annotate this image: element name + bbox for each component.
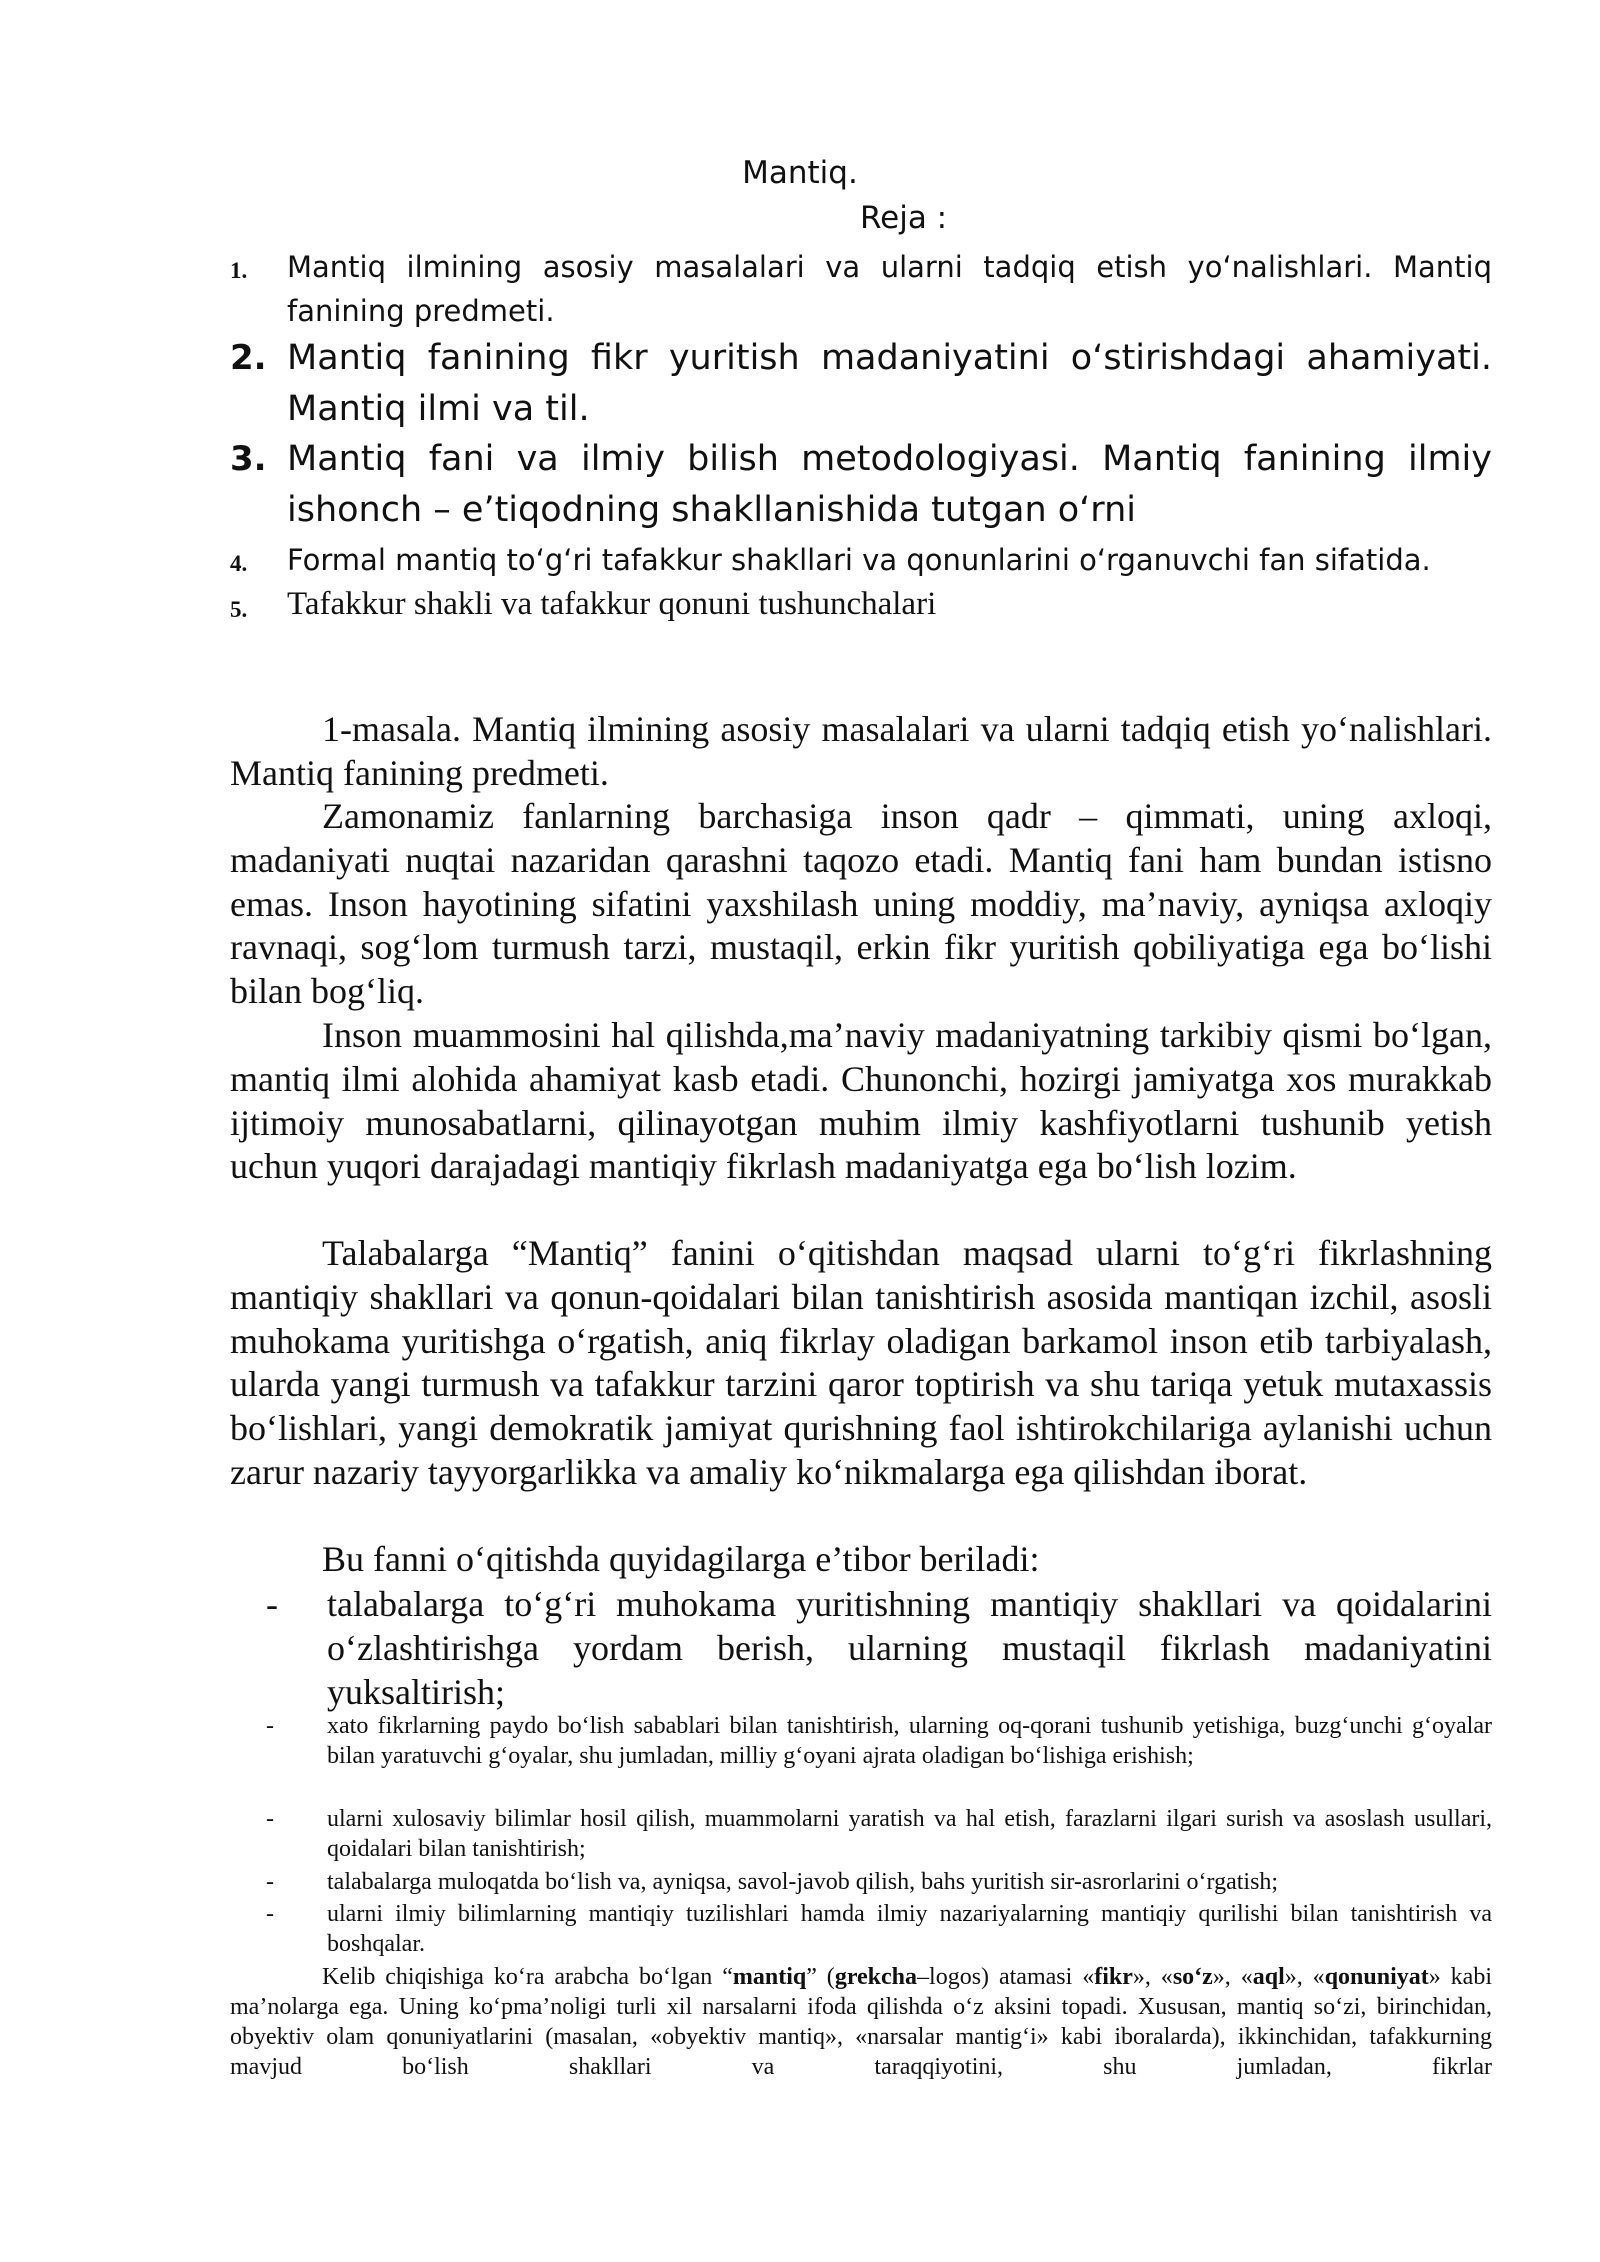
bullet-item xyxy=(230,1583,1492,1714)
bullet-item xyxy=(230,1805,1492,1864)
paragraph: Inson muammosini hal qilishda,ma’naviy madaniyatning tarkibiy qismi bo‘lgan, mantiq ilmi alohida ahamiyat kasb etadi. Chunonchi, hozirgi jamiyatga xos murakkab ijtimoiy munosabatlarni, qilinayotgan muhim ilmiy kashfiyotlarni tushunib yetish uchun yuqori darajadagi mantiqiy fikrlash madaniyatga ega bo‘lish lozim. xyxy=(230,1015,1492,1187)
paragraph xyxy=(230,1962,1492,2082)
paragraph: 1-masala. Mantiq ilmining asosiy masalalari va ularni tadqiq etish yo‘nalishlari. Mantiq fanining predmeti. xyxy=(230,709,1492,793)
bullet-item xyxy=(230,1712,1492,1771)
text-run: –logos) atamasi « xyxy=(917,1964,1095,1990)
bullet-dash: - xyxy=(266,1869,274,1895)
plan-item-text: Tafakkur shakli va tafakkur qonuni tushunchalari xyxy=(287,586,937,622)
bold-term: grekcha xyxy=(834,1964,918,1990)
bullet-dash: - xyxy=(266,1713,274,1739)
text-run: » kabi ma’nolarga ega. Uning ko‘pma’noligi turli xil narsalarni ifoda qilishda o‘z aksini topadi. Xususan, mantiq so‘zi, birinchidan, obyektiv olam qonuniyatlarini (masalan, «obyektiv mantiq», «narsalar mantig‘i» kabi iboralarda), ikkinchidan, tafakkurning mavjud bo‘lish shakllari va taraqqiyotini, shu jumladan, fikrlar xyxy=(230,1964,1493,2080)
plan-heading: Reja : xyxy=(860,200,948,236)
bold-term: fikr xyxy=(1094,1964,1133,1990)
bullet-dash: - xyxy=(266,1901,274,1927)
text-run: », « xyxy=(1284,1964,1325,1990)
plan-item-2 xyxy=(230,333,1492,435)
bullet-item xyxy=(230,1868,1492,1898)
text-run: ” ( xyxy=(806,1964,835,1990)
plan-item-text: Formal mantiq to‘g‘ri tafakkur shakllari va qonunlarini o‘rganuvchi fan sifatida. xyxy=(287,543,1431,577)
bold-term: aql xyxy=(1252,1964,1285,1990)
plan-item-text: Mantiq fanining fikr yuritish madaniyatini o‘stirishdagi ahamiyati. Mantiq ilmi va til. xyxy=(287,338,1492,429)
section-heading xyxy=(230,708,1492,796)
plan-item-text: Mantiq fani va ilmiy bilish metodologiyasi. Mantiq fanining ilmiy ishonch – e’tiqodning shakllanishida tutgan o‘rni xyxy=(287,439,1492,530)
bullet-text: ularni ilmiy bilimlarning mantiqiy tuzilishlari hamda ilmiy nazariyalarning mantiqiy qurilishi bilan tanishtirish va boshqalar. xyxy=(327,1901,1492,1957)
plan-item-3 xyxy=(230,434,1492,536)
text-run: », « xyxy=(1212,1964,1253,1990)
plan-item-number: 1. xyxy=(230,258,248,283)
paragraph-block xyxy=(230,1538,1492,1582)
plan-item-number: 3. xyxy=(230,439,267,479)
bullet-text: ularni xulosaviy bilimlar hosil qilish, muammolarni yaratish va hal etish, farazlarni ilgari surish va asoslash usullari, qoidalari bilan tanishtirish; xyxy=(327,1806,1492,1862)
document-title: Mantiq. xyxy=(742,155,858,191)
plan-item-text: Mantiq ilmining asosiy masalalari va ularni tadqiq etish yo‘nalishlari. Mantiq fanining predmeti. xyxy=(287,250,1492,328)
bold-term: so‘z xyxy=(1172,1964,1213,1990)
paragraph-block xyxy=(230,1014,1492,1189)
plan-item-number: 5. xyxy=(230,597,248,622)
plan-item-4 xyxy=(230,538,1492,582)
bullet-dash: - xyxy=(266,1806,274,1832)
bold-term: qonuniyat xyxy=(1324,1964,1429,1990)
closing-paragraph-block xyxy=(230,1962,1492,2082)
text-run: Kelib chiqishiga ko‘ra arabcha bo‘lgan “ xyxy=(322,1964,733,1990)
bullet-text: xato fikrlarning paydo bo‘lish sabablari bilan tanishtirish, ularning oq-qorani tushunib yetishiga, buzg‘unchi g‘oyalar bilan yaratuvchi g‘oyalar, shu jumladan, milliy g‘oyani ajrata oladigan bo‘lishiga erishish; xyxy=(327,1713,1492,1769)
bullet-dash: - xyxy=(266,1584,278,1624)
bullet-item xyxy=(230,1900,1492,1959)
paragraph: Zamonamiz fanlarning barchasiga inson qadr – qimmati, uning axloqi, madaniyati nuqtai nazaridan qarashni taqozo etadi. Mantiq fani ham bundan istisno emas. Inson hayotining sifatini yaxshilash uning moddiy, ma’naviy, ayniqsa axloqiy ravnaqi, sog‘lom turmush tarzi, mustaqil, erkin fikr yuritish qobiliyatiga ega bo‘lishi bilan bog‘liq. xyxy=(230,796,1492,1012)
paragraph: Bu fanni o‘qitishda quyidagilarga e’tibor beriladi: xyxy=(322,1539,1040,1579)
plan-item-number: 4. xyxy=(230,551,248,576)
plan-item-5 xyxy=(230,582,1492,626)
plan-item-1 xyxy=(230,245,1492,333)
paragraph-block xyxy=(230,795,1492,1014)
bold-term: mantiq xyxy=(732,1964,807,1990)
plan-item-number: 2. xyxy=(230,338,267,378)
bullet-text: talabalarga to‘g‘ri muhokama yuritishning mantiqiy shakllari va qoidalarini o‘zlashtirishga yordam berish, ularning mustaqil fikrlash madaniyatini yuksaltirish; xyxy=(327,1584,1492,1712)
paragraph: Talabalarga “Mantiq” fanini o‘qitishdan maqsad ularni to‘g‘ri fikrlashning mantiqiy shakllari va qonun-qoidalari bilan tanishtirish asosida mantiqan izchil, asosli muhokama yuritishga o‘rgatish, aniq fikrlay oladigan barkamol inson etib tarbiyalash, ularda yangi turmush va tafakkur tarzini qaror toptirish va shu tariqa yetuk mutaxassis bo‘lishlari, yangi demokratik jamiyat qurishning faol ishtirokchilariga aylanishi uchun zarur nazariy tayyorgarlikka va amaliy ko‘nikmalarga ega qilishdan iborat. xyxy=(230,1233,1492,1492)
bullet-text: talabalarga muloqatda bo‘lish va, ayniqsa, savol-javob qilish, bahs yuritish sir-asrorlarini o‘rgatish; xyxy=(327,1869,1279,1895)
text-run: », « xyxy=(1132,1964,1173,1990)
paragraph-block xyxy=(230,1232,1492,1495)
